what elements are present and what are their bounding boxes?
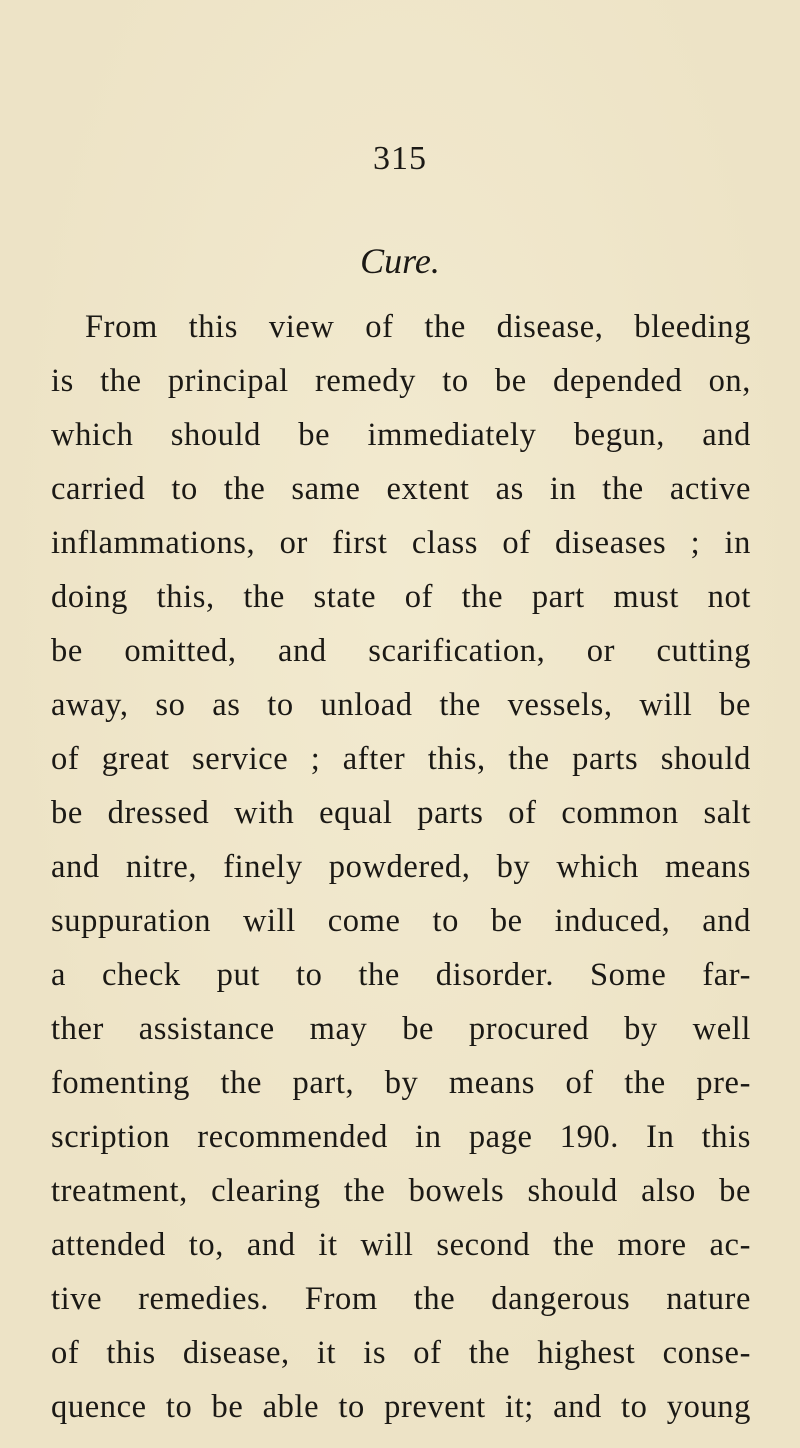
text-line: tive remedies. From the dangerous nature [51, 1281, 751, 1317]
text-line: be dressed with equal parts of common salt [51, 795, 751, 831]
body-text [51, 300, 751, 1434]
text-line: attended to, and it will second the more ac- [51, 1227, 751, 1263]
text-line: a check put to the disorder. Some far- [51, 957, 751, 993]
text-line: scription recommended in page 190. In this [51, 1119, 751, 1155]
text-line: of great service ; after this, the parts should [51, 741, 751, 777]
text-line: quence to be able to prevent it; and to young [51, 1389, 751, 1425]
text-line: inflammations, or first class of diseases ; in [51, 525, 751, 561]
text-line: doing this, the state of the part must not [51, 579, 751, 615]
text-line: treatment, clearing the bowels should also be [51, 1173, 751, 1209]
section-heading: Cure. [360, 241, 440, 281]
text-line: fomenting the part, by means of the pre- [51, 1065, 751, 1101]
text-line: From this view of the disease, bleeding [85, 309, 751, 345]
text-line: of this disease, it is of the highest conse- [51, 1335, 751, 1371]
text-line: is the principal remedy to be depended on, [51, 363, 751, 399]
text-line: which should be immediately begun, and [51, 417, 751, 453]
text-line: ther assistance may be procured by well [51, 1011, 751, 1047]
text-line: be omitted, and scarification, or cutting [51, 633, 751, 669]
text-line: suppuration will come to be induced, and [51, 903, 751, 939]
text-line: and nitre, finely powdered, by which means [51, 849, 751, 885]
text-line: carried to the same extent as in the active [51, 471, 751, 507]
text-line: away, so as to unload the vessels, will be [51, 687, 751, 723]
page-number: 315 [373, 140, 427, 177]
